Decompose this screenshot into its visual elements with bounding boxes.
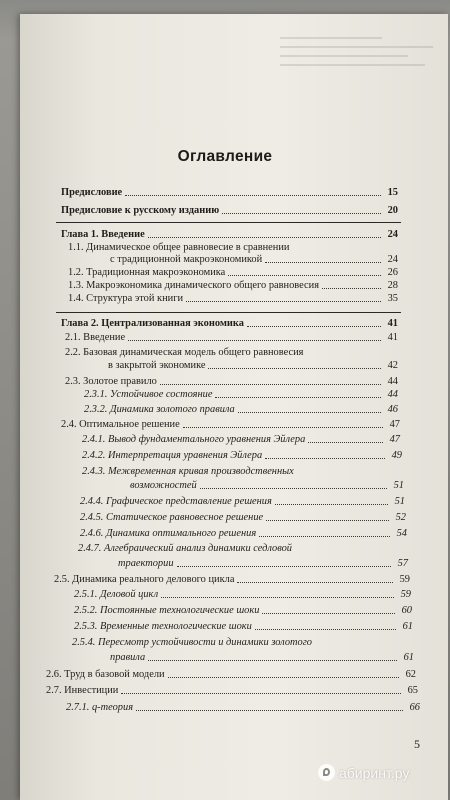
toc-subentry: 2.3.1. Устойчивое состояние 44 — [84, 389, 398, 400]
section-divider — [56, 312, 401, 313]
toc-subentry: 2.5.1. Деловой цикл 59 — [74, 589, 411, 600]
toc-subentry-continued: возможностей 51 — [130, 480, 404, 491]
toc-entry: 1.2. Традиционная макроэкономика 26 — [68, 267, 398, 278]
toc-entry: 2.4. Оптимальное решение 47 — [61, 419, 400, 430]
toc-entry: Предисловие 15 — [61, 187, 398, 198]
toc-entry: 1.1. Динамическое общее равновесие в сравнении — [68, 242, 290, 253]
labirint-logo-icon — [318, 764, 335, 781]
toc-subentry: 2.4.3. Межвременная кривая производственных — [82, 466, 294, 477]
toc-entry: 1.4. Структура этой книги 35 — [68, 293, 398, 304]
toc-entry: 2.7. Инвестиции 65 — [46, 685, 418, 696]
toc-entry: 2.2. Базовая динамическая модель общего равновесия — [65, 347, 304, 358]
toc-entry: 2.6. Труд в базовой модели 62 — [46, 669, 416, 680]
toc-subentry: 2.4.5. Статическое равновесное решение 52 — [80, 512, 406, 523]
watermark — [318, 764, 409, 781]
toc-subentry: 2.4.1. Вывод фундаментального уравнения Эйлера 47 — [82, 434, 400, 445]
chapter-heading: Глава 2. Централизованная экономика 41 — [61, 318, 398, 329]
chapter-heading: Глава 1. Введение 24 — [61, 229, 398, 240]
toc-entry: Предисловие к русскому изданию 20 — [61, 205, 398, 216]
toc-entry-continued: с традиционной макроэкономикой 24 — [110, 254, 398, 265]
toc-subentry: 2.4.7. Алгебраический анализ динамики седловой — [78, 543, 292, 554]
toc-subentry: 2.4.6. Динамика оптимального решения 54 — [80, 528, 407, 539]
toc-subentry-continued: траектории 57 — [118, 558, 408, 569]
toc-entry: 1.3. Макроэкономика динамического общего равновесия 28 — [68, 280, 398, 291]
toc-subentry: 2.5.4. Пересмотр устойчивости и динамики золотого — [72, 637, 312, 648]
toc-entry: 2.3. Золотое правило 44 — [65, 376, 398, 387]
toc-subentry-continued: правила 61 — [110, 652, 414, 663]
page-title: Оглавление — [177, 148, 273, 165]
toc-subentry: 2.3.2. Динамика золотого правила 46 — [84, 404, 398, 415]
toc-entry: 2.5. Динамика реального делового цикла 59 — [54, 574, 410, 585]
toc-subentry: 2.5.2. Постоянные технологические шоки 60 — [74, 605, 412, 616]
page-number: 5 — [414, 737, 420, 751]
toc-subentry: 2.4.4. Графическое представление решения 51 — [80, 496, 405, 507]
toc-subentry: 2.5.3. Временные технологические шоки 61 — [74, 621, 413, 632]
toc-entry-continued: в закрытой экономике 42 — [108, 360, 398, 371]
section-divider — [56, 222, 401, 223]
toc-entry: 2.1. Введение 41 — [65, 332, 398, 343]
watermark-text: абиринт.ру — [339, 764, 410, 781]
toc-subentry: 2.7.1. q-теория 66 — [66, 702, 420, 713]
toc-subentry: 2.4.2. Интерпретация уравнения Эйлера 49 — [82, 450, 402, 461]
